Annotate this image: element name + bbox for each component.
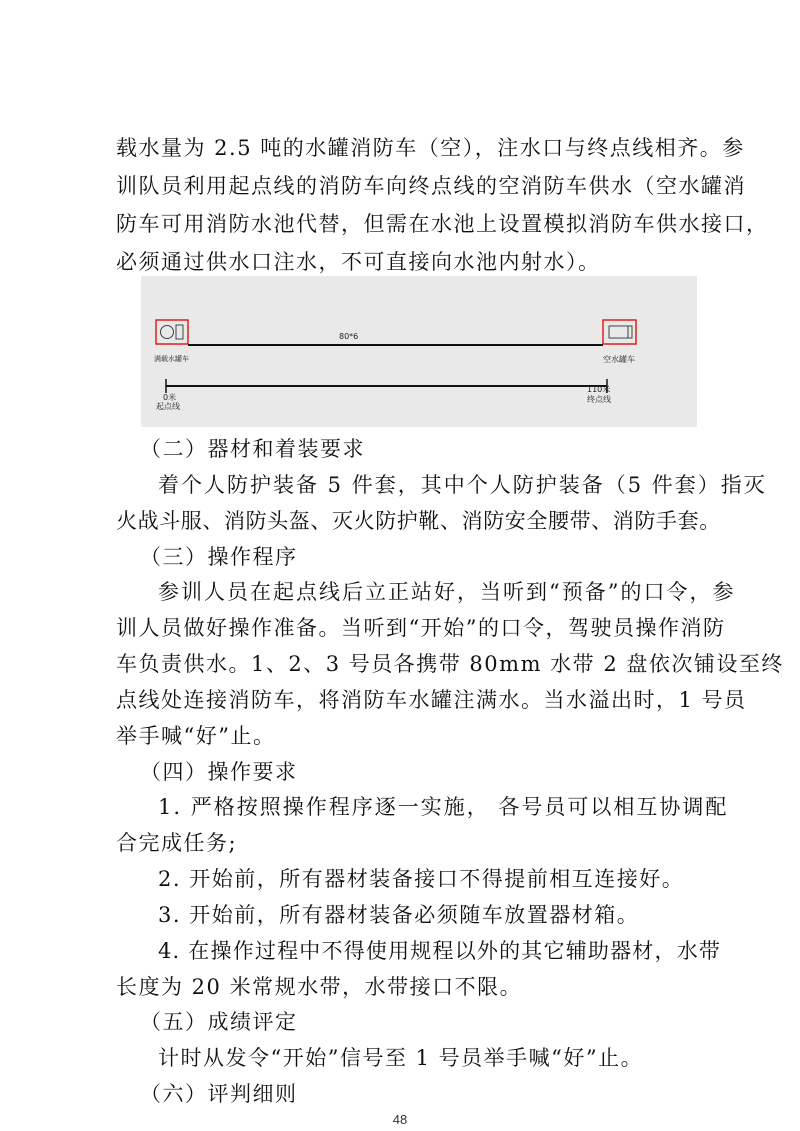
body-text-line: 载水量为 2.5 吨的水罐消防车（空），注水口与终点线相齐。参 [116,136,745,160]
section-heading: （五）成绩评定 [140,1010,298,1035]
end-distance-label: 110米 [587,385,611,394]
body-text-line: 参训人员在起点线后立正站好，当听到“预备”的口令，参 [158,580,736,605]
body-text-line: 计时从发令“开始”信号至 1 号员举手喊“好”止。 [158,1046,644,1071]
body-text-line: 4. 在操作过程中不得使用规程以外的其它辅助器材，水带 [158,938,722,963]
truck-tank-icon [609,326,628,338]
body-text-line: 2. 开始前，所有器材装备接口不得提前相互连接好。 [158,867,685,891]
body-text-line: 点线处连接消防车，将消防车水罐注满水。当水溢出时，1 号员 [116,687,747,712]
body-text-line: 1. 严格按照操作程序逐一实施， 各号员可以相互协调配 [158,795,729,820]
body-text-line: 火战斗服、消防头盔、灭火防护靴、消防安全腰带、消防手套。 [116,508,721,533]
truck-tank-icon [161,326,174,339]
page-number: 48 [392,1112,408,1127]
body-text-line: 必须通过供水口注水，不可直接向水池内射水）。 [116,250,601,274]
body-text-line: 举手喊“好”止。 [116,723,276,748]
body-text-line: 训人员做好操作准备。当听到“开始”的口令，驾驶员操作消防 [116,616,726,641]
diagram-svg [141,276,697,427]
section-heading: （六）评判细则 [140,1082,298,1106]
hose-spec-label: 80*6 [339,332,359,341]
start-line-label: 起点线 [156,402,180,411]
body-text-line: 着个人防护装备 5 件套，其中个人防护装备（5 件套）指灭 [158,472,767,497]
body-text-line: 车负责供水。1、2、3 号员各携带 80mm 水带 2 盘依次铺设至终 [116,652,784,676]
end-line-label: 终点线 [587,395,611,404]
body-text-line: 防车可用消防水池代替，但需在水池上设置模拟消防车供水接口， [116,212,769,236]
body-text-line: 合完成任务; [116,831,238,856]
empty-tank-truck-label: 空水罐车 [603,355,635,364]
water-supply-diagram [141,276,697,427]
body-text-line: 3. 开始前，所有器材装备必须随车放置器材箱。 [158,902,640,927]
full-tank-truck-label: 满载水罐车 [154,355,189,363]
truck-cab-icon [628,326,632,338]
empty-tank-truck-box [603,320,636,344]
body-text-line: 训队员利用起点线的消防车向终点线的空消防车供水（空水罐消 [116,174,746,198]
section-heading: （三）操作程序 [140,544,298,569]
truck-cab-icon [176,325,183,339]
section-heading: （四）操作要求 [140,759,298,784]
section-heading: （二）器材和着装要求 [140,437,365,461]
start-distance-label: 0米 [163,393,177,402]
body-text-line: 长度为 20 米常规水带，水带接口不限。 [116,974,523,999]
